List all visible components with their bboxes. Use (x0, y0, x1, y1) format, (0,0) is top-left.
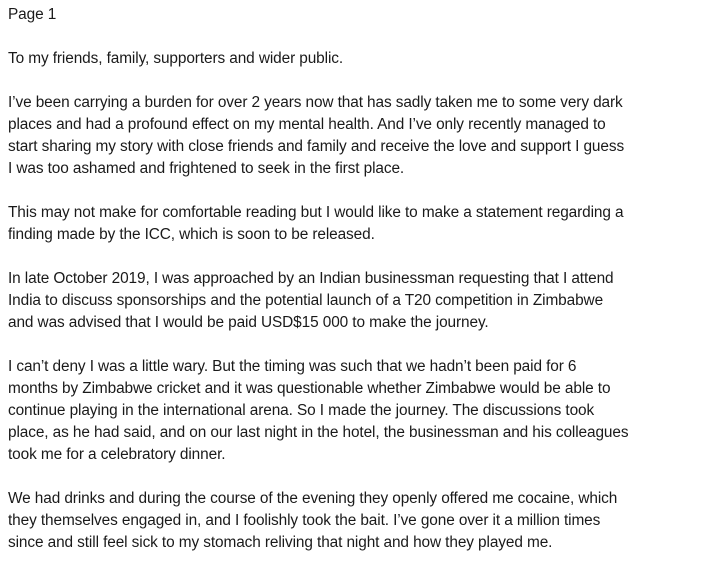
paragraph-5 (8, 488, 702, 554)
paragraph-line: In late October 2019, I was approached by an Indian businessman requesting that I attend (8, 270, 614, 287)
paragraph-line: This may not make for comfortable reading but I would like to make a statement regarding a (8, 204, 624, 221)
paragraph-3 (8, 268, 702, 334)
paragraph-4 (8, 356, 702, 466)
paragraph-line: We had drinks and during the course of the evening they openly offered me cocaine, which (8, 490, 618, 507)
paragraph-line: continue playing in the international arena. So I made the journey. The discussions took (8, 402, 595, 419)
paragraph-line: place, as he had said, and on our last night in the hotel, the businessman and his colleagues (8, 424, 629, 441)
paragraph-line: I’ve been carrying a burden for over 2 years now that has sadly taken me to some very dark (8, 94, 623, 111)
spacer (8, 466, 702, 488)
paragraph-line: took me for a celebratory dinner. (8, 446, 226, 463)
paragraph-line: I can’t deny I was a little wary. But the timing was such that we hadn’t been paid for 6 (8, 358, 577, 375)
paragraph-line: and was advised that I would be paid USD$15 000 to make the journey. (8, 314, 489, 331)
paragraph-1 (8, 92, 702, 180)
page-label: Page 1 (8, 6, 57, 23)
paragraph-line: they themselves engaged in, and I foolishly took the bait. I’ve gone over it a million times (8, 512, 601, 529)
paragraph-line: since and still feel sick to my stomach reliving that night and how they played me. (8, 534, 553, 551)
salutation: To my friends, family, supporters and wider public. (8, 50, 344, 67)
spacer (8, 246, 702, 268)
spacer (8, 70, 702, 92)
paragraph-line: places and had a profound effect on my mental health. And I’ve only recently managed to (8, 116, 606, 133)
paragraph-line: months by Zimbabwe cricket and it was questionable whether Zimbabwe would be able to (8, 380, 611, 397)
paragraph-2 (8, 202, 702, 246)
spacer (8, 334, 702, 356)
paragraph-line: finding made by the ICC, which is soon to be released. (8, 226, 375, 243)
spacer (8, 180, 702, 202)
paragraph-line: start sharing my story with close friends and family and receive the love and support I guess (8, 138, 625, 155)
paragraph-line: India to discuss sponsorships and the potential launch of a T20 competition in Zimbabwe (8, 292, 604, 309)
spacer (8, 26, 702, 48)
paragraph-line: I was too ashamed and frightened to seek in the first place. (8, 160, 405, 177)
